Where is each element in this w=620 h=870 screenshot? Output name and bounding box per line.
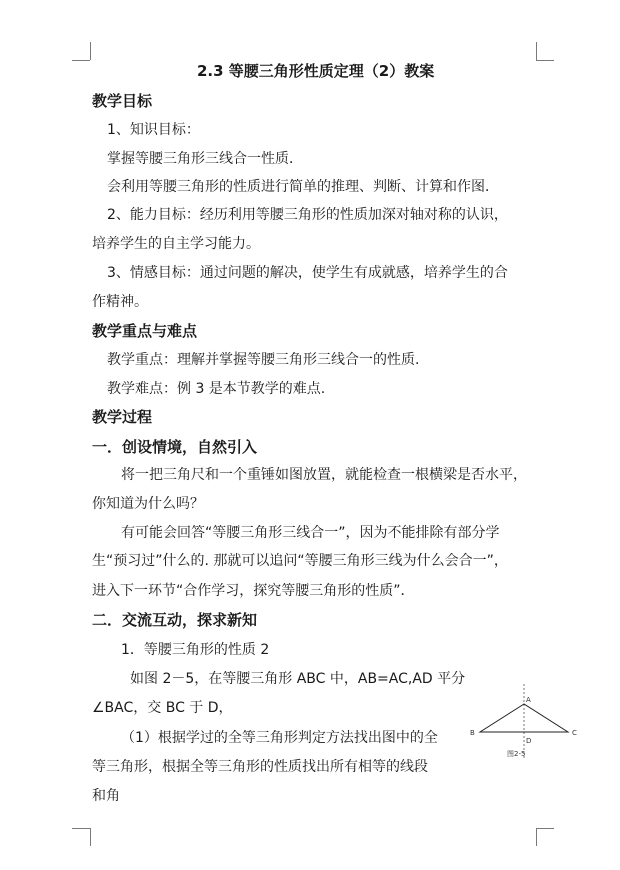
part2-heading: 二．交流互动，探求新知: [92, 611, 258, 629]
part2-paragraph2-line1: （1）根据学过的全等三角形判定方法找出图中的全: [121, 730, 438, 746]
crop-mark-bottom-left: [72, 828, 90, 829]
part1-paragraph1-line1: 将一把三角尺和一个重锤如图放置，就能检查一根横梁是否水平，: [121, 467, 527, 483]
goal-knowledge-text-2: 会利用等腰三角形的性质进行简单的推理、判断、计算和作图．: [107, 179, 499, 195]
crop-mark-bottom-right: [536, 828, 554, 829]
crop-mark-bottom-left: [90, 828, 91, 846]
section-heading-goals: 教学目标: [92, 92, 153, 110]
label-c: C: [572, 729, 577, 737]
part2-paragraph2-line2: 等三角形，根据全等三角形的性质找出所有相等的线段: [92, 759, 428, 775]
goal-knowledge-text-1: 掌握等腰三角形三线合一性质．: [107, 151, 303, 167]
part1-paragraph2-line1: 有可能会回答“等腰三角形三线合一”，因为不能排除有部分学: [121, 525, 500, 541]
crop-mark-top-right: [536, 42, 537, 60]
part2-paragraph2-line3: 和角: [92, 788, 120, 804]
part2-paragraph1-line1: 如图 2－5，在等腰三角形 ABC 中，AB=AC,AD 平分: [130, 671, 466, 687]
key-point-text: 教学重点：理解并掌握等腰三角形三线合一的性质.: [107, 352, 420, 368]
document-title: 2.3 等腰三角形性质定理（2）教案: [197, 62, 435, 80]
section-heading-key-points: 教学重点与难点: [92, 322, 198, 340]
goal-ability-text-1: 2、能力目标：经历利用等腰三角形的性质加深对轴对称的认识，: [107, 207, 508, 223]
part1-paragraph2-line3: 进入下一环节“合作学习，探究等腰三角形的性质”．: [92, 583, 415, 599]
label-a: A: [526, 696, 531, 704]
part2-item1: 1．等腰三角形的性质 2: [121, 642, 270, 658]
section-heading-process: 教学过程: [92, 408, 153, 426]
part2-paragraph1-line2: ∠BAC，交 BC 于 D，: [92, 700, 233, 716]
crop-mark-top-left: [90, 42, 91, 60]
figure-isosceles-triangle: [468, 680, 586, 770]
goal-emotion-text-2: 作精神。: [92, 294, 148, 310]
part1-paragraph1-line2: 你知道为什么吗？: [92, 496, 204, 512]
label-b: B: [470, 729, 475, 737]
crop-mark-top-right: [536, 60, 554, 61]
difficult-point-text: 教学难点：例 3 是本节教学的难点.: [107, 381, 326, 397]
part1-heading: 一．创设情境，自然引入: [92, 438, 258, 456]
figure-caption: 图2-5: [507, 750, 526, 758]
part1-paragraph2-line2: 生“预习过”什么的. 那就可以追问“等腰三角形三线为什么会合一”，: [92, 553, 508, 569]
crop-mark-top-left: [72, 60, 90, 61]
goal-emotion-text-1: 3、情感目标：通过问题的解决，使学生有成就感，培养学生的合: [107, 265, 508, 281]
label-d: D: [526, 737, 532, 745]
crop-mark-bottom-right: [536, 828, 537, 846]
goal-knowledge-label: 1、知识目标：: [107, 122, 200, 138]
goal-ability-text-2: 培养学生的自主学习能力。: [92, 236, 260, 252]
